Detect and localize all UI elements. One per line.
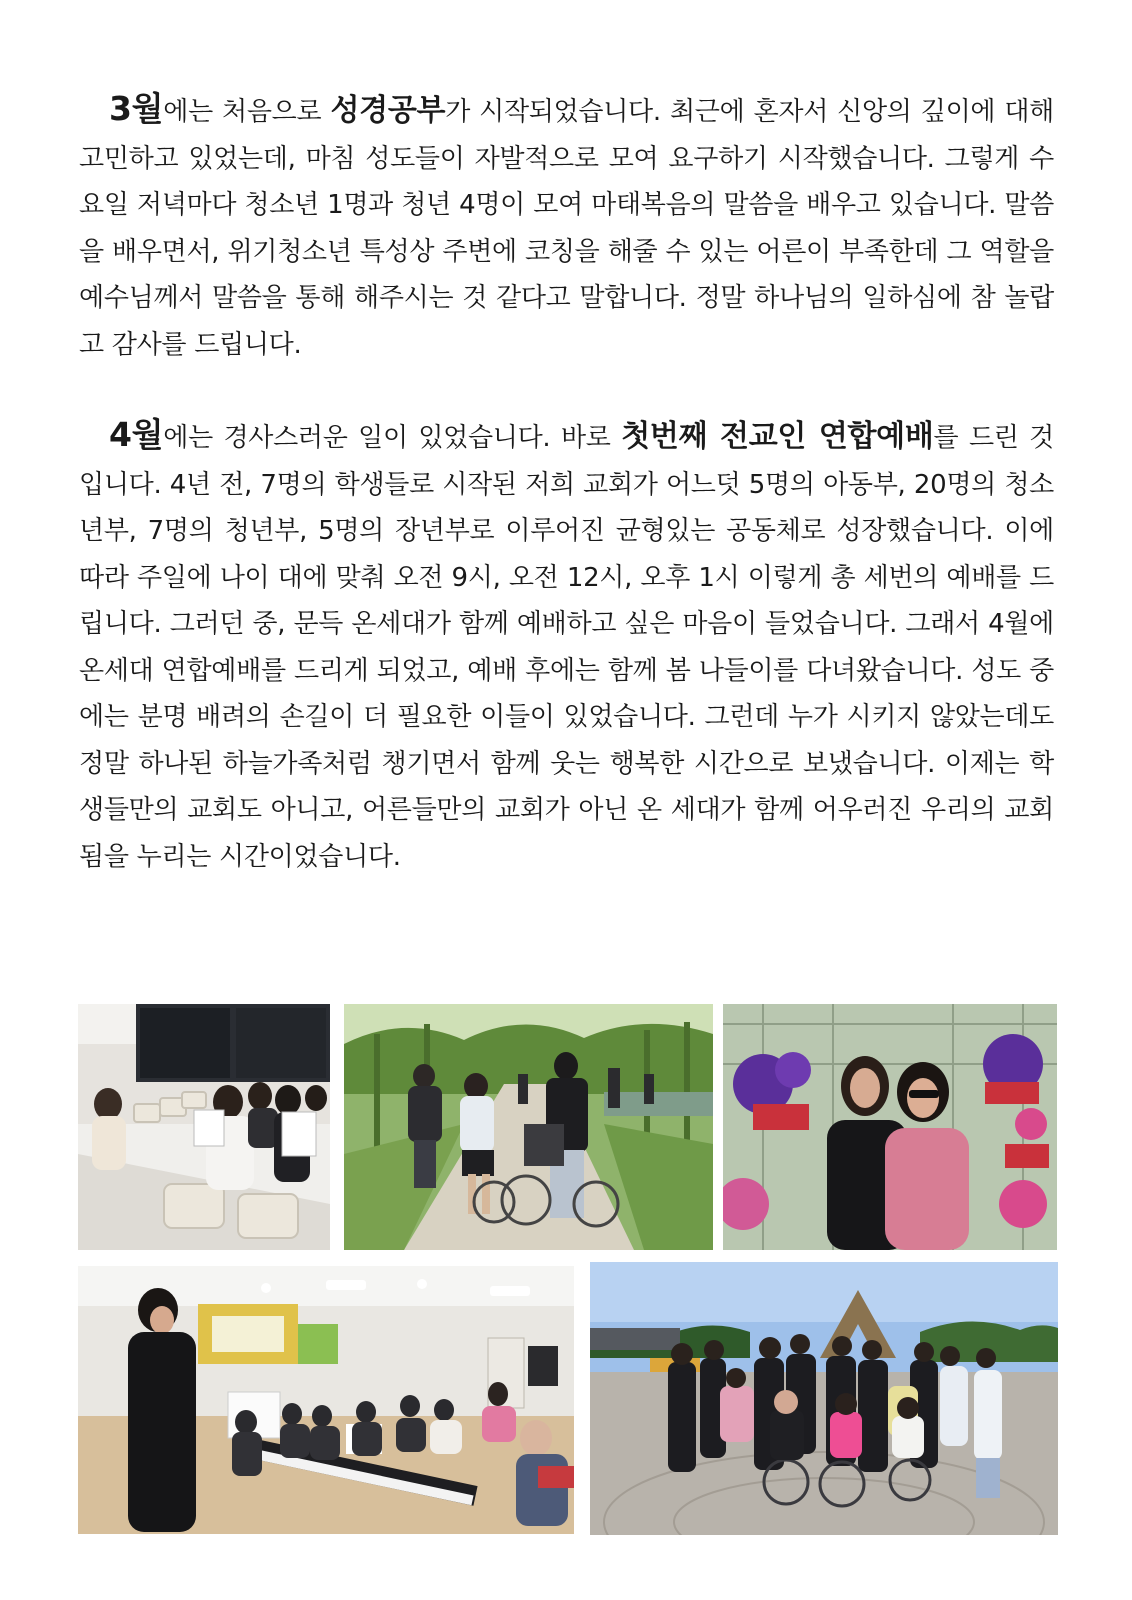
bible-study-highlight: 성경공부 xyxy=(330,93,446,128)
paragraph-text: 에는 경사스러운 일이 있었습니다. 바로 xyxy=(163,423,622,453)
photo-joint-worship-room xyxy=(78,1266,574,1534)
march-paragraph xyxy=(79,86,1054,368)
photo-park-walk-wheelchairs xyxy=(344,1004,713,1250)
paragraph-text: 에는 처음으로 xyxy=(163,97,331,127)
joint-worship-highlight: 첫번째 전교인 연합예배 xyxy=(621,419,934,454)
month-heading-march: 3월 xyxy=(109,89,164,128)
paragraph-text: 를 드린 것입니다. 4년 전, 7명의 학생들로 시작된 저희 교회가 어느덧 5명의 아동부, 20명의 청소년부, 7명의 청년부, 5명의 장년부로 이루어진 균형있는 공동체로 성장했습니다. 이에 따라 주일에 나이 대에 맞춰 오전 9시, 오전 12시, 오후 1시 이렇게 총 세번의 예배를 드립니다. 그러던 중, 문득 온세대가 함께 예배하고 싶은 마음이 들었습니다. 그래서 4월에 온세대 연합예배를 드리게 되었고, 예배 후에는 함께 봄 나들이를 다녀왔습니다. 성도 중에는 분명 배려의 손길이 더 필요한 이들이 있었습니다. 그런데 누가 시키지 않았는데도 정말 하나된 하늘가족처럼 챙기면서 함께 웃는 행복한 시간으로 보냈습니다. 이제는 학생들만의 교회도 아니고, 어른들만의 교회가 아닌 온 세대가 함께 어우러진 우리의 교회됨을 누리는 시간이었습니다. xyxy=(79,423,1054,872)
month-heading-april: 4월 xyxy=(109,415,164,454)
paragraph-text: 가 시작되었습니다. 최근에 혼자서 신앙의 깊이에 대해 고민하고 있었는데, 마침 성도들이 자발적으로 모여 요구하기 시작했습니다. 그렇게 수요일 저녁마다 청소년 1명과 청년 4명이 모여 마태복음의 말씀을 배우고 있습니다. 말씀을 배우면서, 위기청소년 특성상 주변에 코칭을 해줄 수 있는 어른이 부족한데 그 역할을 예수님께서 말씀을 통해 해주시는 것 같다고 말합니다. 정말 하나님의 일하심에 참 놀랍고 감사를 드립니다. xyxy=(79,97,1054,360)
photo-bible-study-classroom xyxy=(78,1004,330,1250)
april-paragraph xyxy=(79,412,1054,880)
photo-flower-garden-selfie xyxy=(723,1004,1057,1250)
photo-group-outing xyxy=(590,1262,1058,1535)
